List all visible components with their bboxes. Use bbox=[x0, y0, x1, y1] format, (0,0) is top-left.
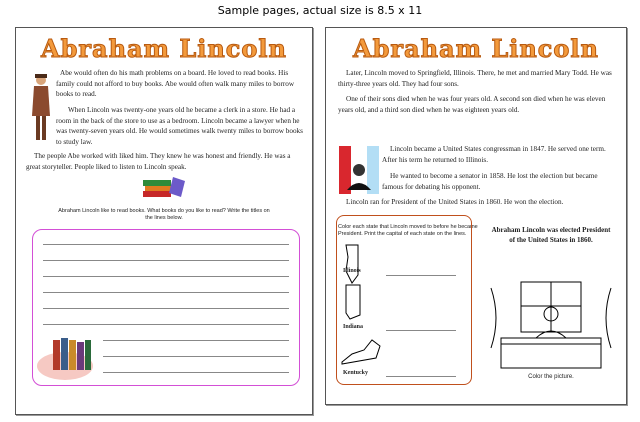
caption: Sample pages, actual size is 8.5 x 11 bbox=[217, 4, 423, 17]
paragraph: He wanted to become a senator in 1858. He lost the election but became famous for debating his opponent. bbox=[382, 172, 598, 191]
writing-line[interactable] bbox=[103, 340, 289, 341]
elected-caption: Abraham Lincoln was elected President of the United States in 1860. bbox=[491, 226, 611, 244]
state-label-indiana: Indiana bbox=[343, 324, 364, 330]
writing-line[interactable] bbox=[103, 356, 289, 357]
paragraph: When Lincoln was twenty-one years old he became a clerk in a store. He had a room in the back of the store to use as a bedroom. Lincoln became a lawyer when he was twenty-seven years old. He would sometimes walk twenty miles to borrow books to study law. bbox=[56, 106, 303, 146]
paragraph: Abe would often do his math problems on a board. He loved to read books. His family could not afford to buy books. Abe would often walk many miles to borrow books to read. bbox=[56, 69, 295, 98]
writing-prompt: Abraham Lincoln like to read books. What books do you like to read? Write the titles on the lines below. bbox=[58, 208, 270, 221]
map-instructions: Color each state that Lincoln moved to before he became President. Print the capital of each state on the lines. bbox=[338, 224, 478, 237]
paragraph: The people Abe worked with liked him. They knew he was honest and friendly. He was a great storyteller. People liked to listen to Lincoln speak. bbox=[26, 152, 291, 171]
lincoln-at-desk-coloring-picture bbox=[481, 278, 621, 373]
state-label-illinois: Illinois bbox=[343, 268, 361, 274]
lincoln-standing-illustration bbox=[30, 73, 52, 143]
bookshelf-illustration bbox=[35, 328, 101, 382]
paragraph: Lincoln ran for President of the United States in 1860. He won the election. bbox=[346, 198, 564, 206]
illinois-outline bbox=[342, 243, 364, 285]
writing-line[interactable] bbox=[43, 324, 289, 325]
worksheet-page-2 bbox=[325, 27, 627, 405]
books-illustration bbox=[141, 175, 196, 205]
writing-box bbox=[32, 229, 300, 386]
capital-line[interactable] bbox=[386, 376, 456, 377]
page-title: Abraham Lincoln bbox=[353, 34, 599, 63]
indiana-outline bbox=[342, 283, 364, 323]
writing-line[interactable] bbox=[43, 276, 289, 277]
writing-line[interactable] bbox=[43, 308, 289, 309]
color-caption: Color the picture. bbox=[528, 374, 574, 380]
worksheet-page-1 bbox=[15, 27, 313, 415]
state-label-kentucky: Kentucky bbox=[343, 370, 369, 376]
paragraph: Later, Lincoln moved to Springfield, Illinois. There, he met and married Mary Todd. He was thirty-three years old. They had four sons. bbox=[338, 69, 612, 88]
capital-line[interactable] bbox=[386, 330, 456, 331]
capital-line[interactable] bbox=[386, 275, 456, 276]
paragraph: One of their sons died when he was four years old. A second son died when he was eleven years old, and a third son died when he was eighteen years old. bbox=[338, 95, 606, 114]
lincoln-flag-portrait bbox=[339, 146, 379, 194]
writing-line[interactable] bbox=[103, 372, 289, 373]
paragraph: Lincoln became a United States congressman in 1847. He served one term. After his term he returned to Illinois. bbox=[382, 145, 606, 164]
writing-line[interactable] bbox=[43, 244, 289, 245]
writing-line[interactable] bbox=[43, 292, 289, 293]
kentucky-outline bbox=[340, 338, 382, 368]
page-title: Abraham Lincoln bbox=[41, 34, 287, 63]
writing-line[interactable] bbox=[43, 260, 289, 261]
